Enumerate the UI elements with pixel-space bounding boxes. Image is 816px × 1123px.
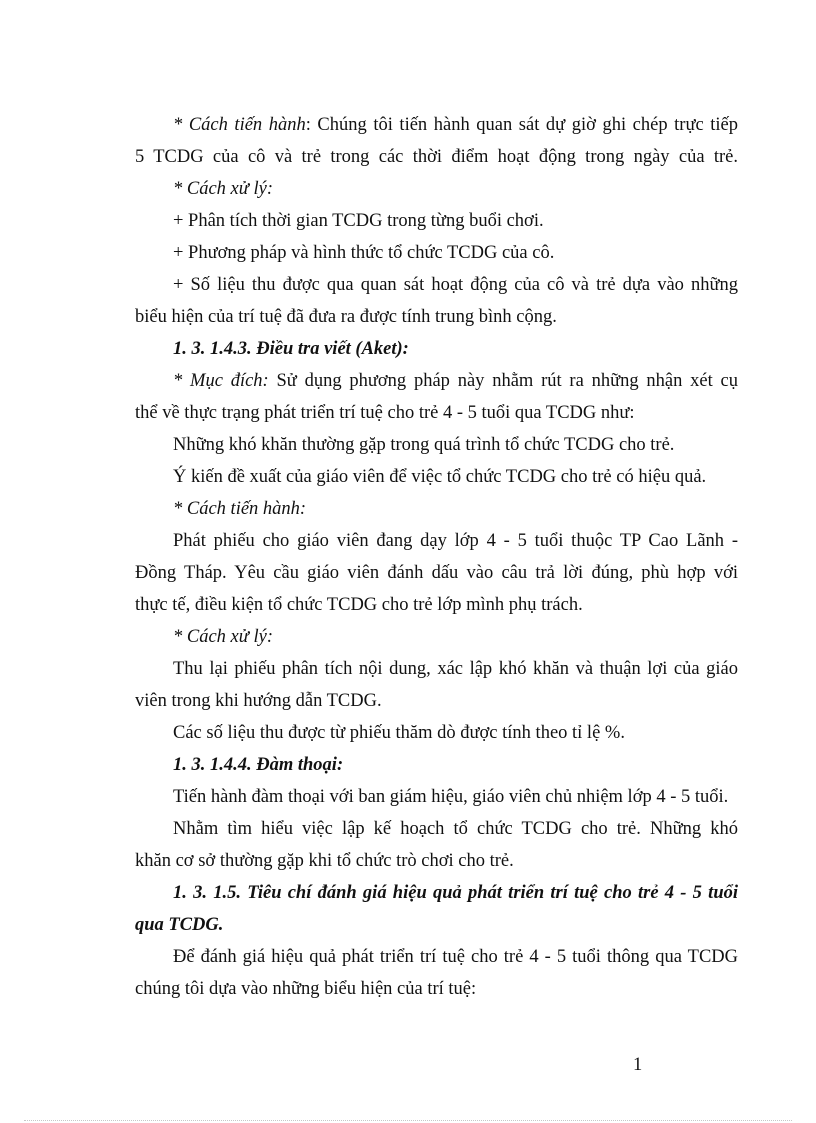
paragraph-line: * Mục đích: Sử dụng phương pháp này nhằm rút ra những nhận xét cụ: [173, 371, 738, 391]
page-number: 1: [633, 1055, 643, 1075]
paragraph-line: Phát phiếu cho giáo viên đang dạy lớp 4 - 5 tuổi thuộc TP Cao Lãnh -: [173, 531, 738, 551]
paragraph-line: Các số liệu thu được từ phiếu thăm dò được tính theo tỉ lệ %.: [173, 723, 625, 743]
procedure-label: * Cách tiến hành: [173, 115, 306, 135]
section-heading: 1. 3. 1.4.3. Điều tra viết (Aket):: [173, 339, 409, 359]
paragraph-line: Để đánh giá hiệu quả phát triển trí tuệ cho trẻ 4 - 5 tuổi thông qua TCDG: [173, 947, 738, 967]
paragraph-line: * Cách tiến hành: Chúng tôi tiến hành quan sát dự giờ ghi chép trực tiếp: [173, 115, 738, 135]
paragraph-line: Nhằm tìm hiểu việc lập kế hoạch tổ chức TCDG cho trẻ. Những khó: [173, 819, 738, 839]
section-heading: 1. 3. 1.4.4. Đàm thoại:: [173, 755, 344, 775]
paragraph-line: Thu lại phiếu phân tích nội dung, xác lập khó khăn và thuận lợi của giáo: [173, 659, 738, 679]
procedure-label: * Cách tiến hành:: [173, 499, 307, 519]
list-item: + Số liệu thu được qua quan sát hoạt động của cô và trẻ dựa vào những: [173, 275, 738, 295]
purpose-label: * Mục đích:: [173, 371, 269, 391]
page-bottom-rule: [24, 1120, 792, 1121]
paragraph-line: thực tế, điều kiện tổ chức TCDG cho trẻ lớp mình phụ trách.: [135, 595, 583, 615]
paragraph-line: chúng tôi dựa vào những biểu hiện của trí tuệ:: [135, 979, 477, 999]
paragraph-line: khăn cơ sở thường gặp khi tổ chức trò chơi cho trẻ.: [135, 851, 514, 871]
list-item: + Phương pháp và hình thức tổ chức TCDG của cô.: [173, 243, 555, 263]
paragraph-line: Ý kiến đề xuất của giáo viên để việc tổ chức TCDG cho trẻ có hiệu quả.: [173, 467, 707, 487]
processing-label: * Cách xử lý:: [173, 179, 273, 199]
paragraph-line: Đồng Tháp. Yêu cầu giáo viên đánh dấu vào câu trả lời đúng, phù hợp với: [135, 563, 738, 583]
paragraph-line: 5 TCDG của cô và trẻ trong các thời điểm hoạt động trong ngày của trẻ.: [135, 147, 738, 167]
paragraph-line: biểu hiện của trí tuệ đã đưa ra được tính trung bình cộng.: [135, 307, 557, 327]
list-item: + Phân tích thời gian TCDG trong từng buổi chơi.: [173, 211, 544, 231]
paragraph-line: viên trong khi hướng dẫn TCDG.: [135, 691, 382, 711]
processing-label: * Cách xử lý:: [173, 627, 273, 647]
paragraph-line: Những khó khăn thường gặp trong quá trình tổ chức TCDG cho trẻ.: [173, 435, 675, 455]
section-heading: 1. 3. 1.5. Tiêu chí đánh giá hiệu quả phát triển trí tuệ cho trẻ 4 - 5 tuổi: [173, 883, 738, 903]
paragraph-line: thể về thực trạng phát triển trí tuệ cho trẻ 4 - 5 tuổi qua TCDG như:: [135, 403, 635, 423]
paragraph-line: Tiến hành đàm thoại với ban giám hiệu, giáo viên chủ nhiệm lớp 4 - 5 tuổi.: [173, 787, 729, 807]
section-heading-continued: qua TCDG.: [135, 915, 224, 935]
